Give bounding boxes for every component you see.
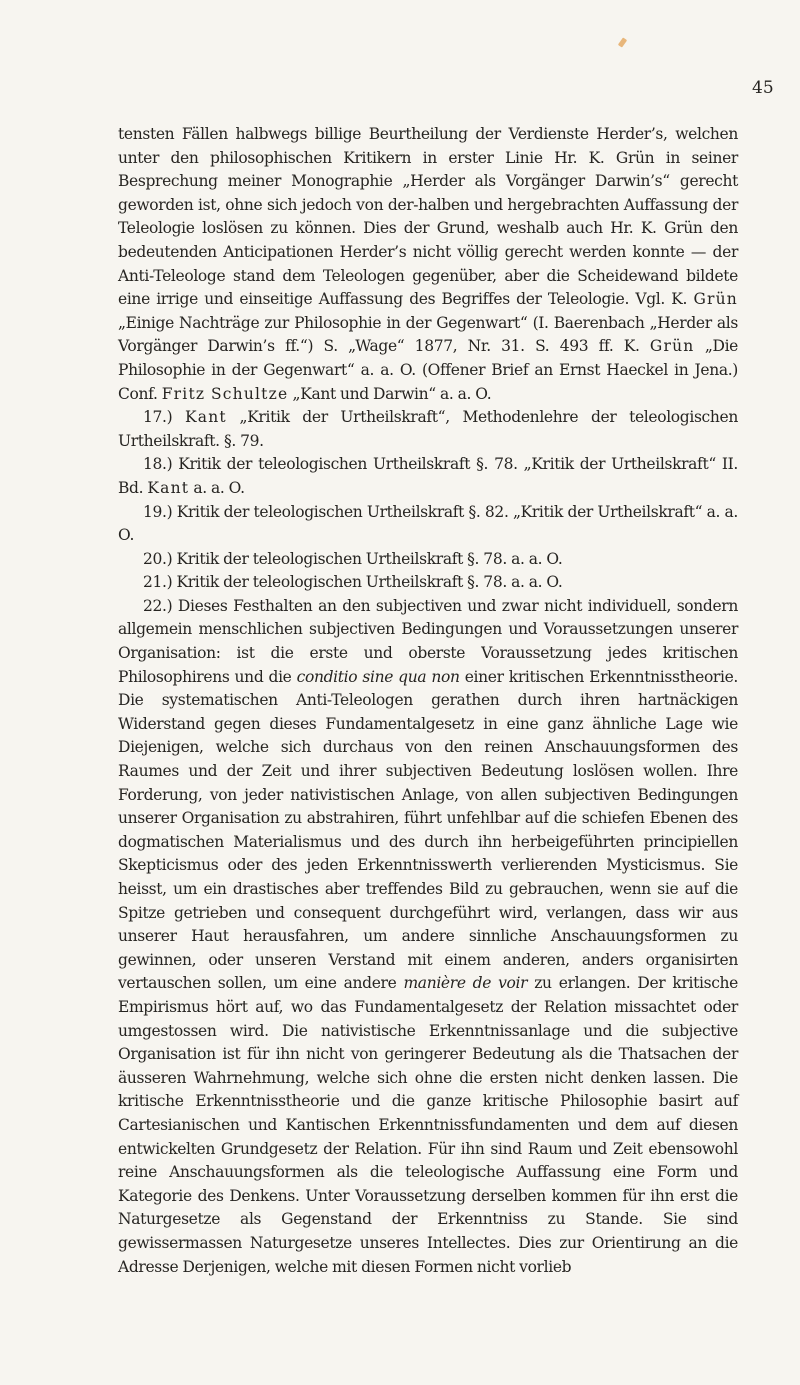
text-run: 19.) Kritik der teleologischen Urtheilskraft §. 82. „Kritik der Urtheilskraft“ a. a. O. <box>118 502 738 545</box>
note-paragraph-p0 <box>118 123 738 406</box>
ink-mark <box>618 37 627 47</box>
text-run: „Kritik der Urtheilskraft“, Methodenlehre der teleologischen Urtheilskraft. §. 79. <box>118 408 738 450</box>
spaced-name: Kant <box>147 478 190 497</box>
text-run: 17.) <box>143 408 185 427</box>
page-number: 45 <box>752 78 774 98</box>
text-run: „Kant und Darwin“ a. a. O. <box>288 384 492 403</box>
italic-phrase: conditio sine qua non <box>296 667 460 686</box>
text-run: 20.) Kritik der teleologischen Urtheilskraft §. 78. a. a. O. <box>143 549 563 568</box>
note-paragraph-p18 <box>118 453 738 500</box>
text-run: a. a. O. <box>189 478 245 497</box>
note-paragraph-p21 <box>118 571 738 595</box>
text-run: „Die Philosophie in der Gegenwart“ a. a. O. (Offener Brief an Ernst Haeckel in Jena.) Conf. <box>118 337 739 403</box>
spaced-name: Grün <box>693 290 738 309</box>
text-run: 18.) Kritik der teleologischen Urtheilskraft §. 78. „Kritik der Urtheilskraft“ II. Bd. <box>118 455 738 497</box>
note-paragraph-p20 <box>118 548 738 572</box>
note-paragraph-p17 <box>118 406 738 453</box>
text-run: zu erlangen. Der kritische Empirismus hört auf, wo das Fundamentalgesetz der Relation missachtet oder umgestossen wird. Die nativistische Erkenntnissanlage und die subjective Organisation ist für ihn nicht von geringerer Bedeutung als die Thatsachen der äusseren Wahrnehmung, welche sich ohne die ersten nicht denken lassen. Die kritische Erkenntnisstheorie und die ganze kritische Philosophie basirt auf Cartesianischen und Kantischen Erkenntnissfundamenten und dem auf diesen entwickelten Grundgesetz der Relation. Für ihn sind Raum und Zeit ebensowohl reine Anschauungsformen als die teleologische Auffassung eine Form und Kategorie des Denkens. Unter Voraussetzung derselben kommen für ihn erst die Naturgesetze als Gegenstand der Erkenntniss zu Stande. Sie sind gewissermassen Naturgesetze unseres Intellectes. Dies zur Orientirung an die Adresse Derjenigen, welche mit diesen Formen nicht vorlieb <box>118 974 738 1276</box>
text-run: einer kritischen Erkenntnisstheorie. Die systematischen Anti-Teleologen gerathen durch ihren hartnäckigen Widerstand gegen dieses Fundamentalgesetz in eine ganz ähnliche Lage wie Diejenigen, welche sich durchaus von den reinen Anschauungsformen des Raumes und der Zeit und ihrer subjectiven Bedeutung loslösen wollen. Ihre Forderung, von jeder nativistischen Anlage, von allen subjectiven Bedingungen unserer Organisation zu abstrahiren, führt unfehlbar auf die schiefen Ebenen des dogmatischen Materialismus und des durch ihn herbeigeführten principiellen Skepticismus oder des jeden Erkenntnisswerth verlierenden Mysticismus. Sie heisst, um ein drastisches aber treffendes Bild zu gebrauchen, wenn sie auf die Spitze getrieben und consequent durchgeführt wird, verlangen, dass wir aus unserer Haut herausfahren, um andere sinnliche Anschauungsformen zu gewinnen, oder unseren Verstand mit einem anderen, anders organisirten vertauschen sollen, um eine andere <box>118 667 739 993</box>
spaced-name: Fritz Schultze <box>161 384 289 403</box>
note-paragraph-p19 <box>118 501 738 548</box>
footnote-text-block <box>118 123 738 1279</box>
italic-phrase: manière de voir <box>403 974 528 993</box>
text-run: 22.) Dieses Festhalten an den subjectiven und zwar nicht individuell, sondern allgemein menschlichen subjectiven Bedingungen und Voraussetzungen unserer Organisation: ist die erste und oberste Voraussetzung jedes kritischen Philosophirens und die <box>118 596 738 686</box>
text-run: 21.) Kritik der teleologischen Urtheilskraft §. 78. a. a. O. <box>143 573 563 592</box>
text-run: tensten Fällen halbwegs billige Beurtheilung der Verdienste Herder’s, welchen unter den philosophischen Kritikern in erster Linie Hr. K. Grün in seiner Besprechung meiner Monographie „Herder als Vorgänger Darwin’s“ gerecht geworden ist, ohne sich jedoch von der-halben und hergebrachten Auffassung der Teleologie loslösen zu können. Dies der Grund, weshalb auch Hr. K. Grün den bedeutenden Anticipationen Herder’s nicht völlig gerecht werden konnte — der Anti-Teleologe stand dem Teleologen gegenüber, aber die Scheidewand bildete eine irrige und einseitige Auffassung des Begriffes der Teleologie. Vgl. K. <box>118 125 738 309</box>
spaced-name: Grün <box>649 337 695 356</box>
text-run: „Einige Nachträge zur Philosophie in der Gegenwart“ (I. Baerenbach „Herder als Vorgänger Darwin’s ff.“) S. „Wage“ 1877, Nr. 31. S. 493 ff. K. <box>118 313 738 356</box>
spaced-name: Kant <box>184 408 227 427</box>
note-paragraph-p22 <box>118 595 738 1279</box>
